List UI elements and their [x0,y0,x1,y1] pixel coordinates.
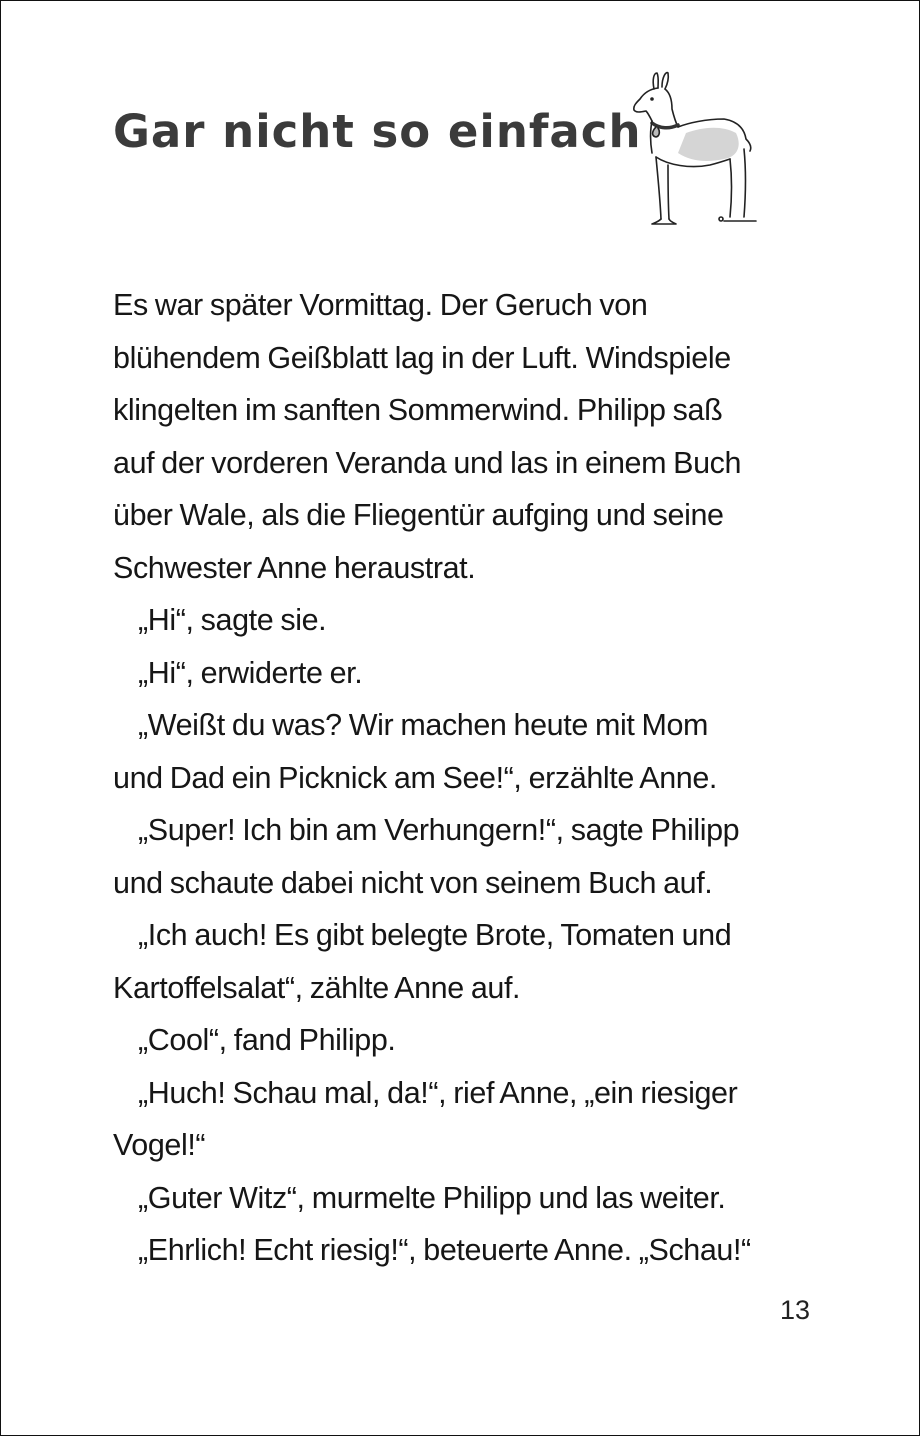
llama-illustration-icon [606,61,771,231]
text-line: „Hi“, sagte sie. [138,603,327,637]
chapter-title: Gar nicht so einfach [113,105,642,158]
text-line: „Guter Witz“, murmelte Philipp und las weiter. [138,1180,726,1215]
text-line: „Ich auch! Es gibt belegte Brote, Tomaten und [138,918,732,952]
text-line: auf der vorderen Veranda und las in einem Buch [113,445,742,480]
text-line: „Super! Ich bin am Verhungern!“, sagte Philipp [138,813,740,847]
text-line: Kartoffelsalat“, zählte Anne auf. [113,970,521,1005]
story-text [113,279,813,1277]
text-line: über Wale, als die Fliegentür aufging und seine [113,498,724,532]
text-line: „Cool“, fand Philipp. [138,1023,396,1057]
text-line: „Huch! Schau mal, da!“, rief Anne, „ein riesiger [138,1075,738,1110]
text-line: und Dad ein Picknick am See!“, erzählte Anne. [113,760,717,795]
text-line: „Ehrlich! Echt riesig!“, beteuerte Anne. „Schau!“ [138,1233,751,1267]
page-number: 13 [780,1295,811,1325]
text-line: und schaute dabei nicht von seinem Buch auf. [113,865,713,900]
text-line: klingelten im sanften Sommerwind. Philipp saß [113,393,723,427]
text-line: Es war später Vormittag. Der Geruch von [113,288,648,322]
text-line: „Weißt du was? Wir machen heute mit Mom [138,708,709,742]
text-line: „Hi“, erwiderte er. [138,655,363,690]
text-line: Vogel!“ [113,1128,206,1162]
text-line: Schwester Anne heraustrat. [113,550,476,585]
text-line: blühendem Geißblatt lag in der Luft. Windspiele [113,340,731,375]
